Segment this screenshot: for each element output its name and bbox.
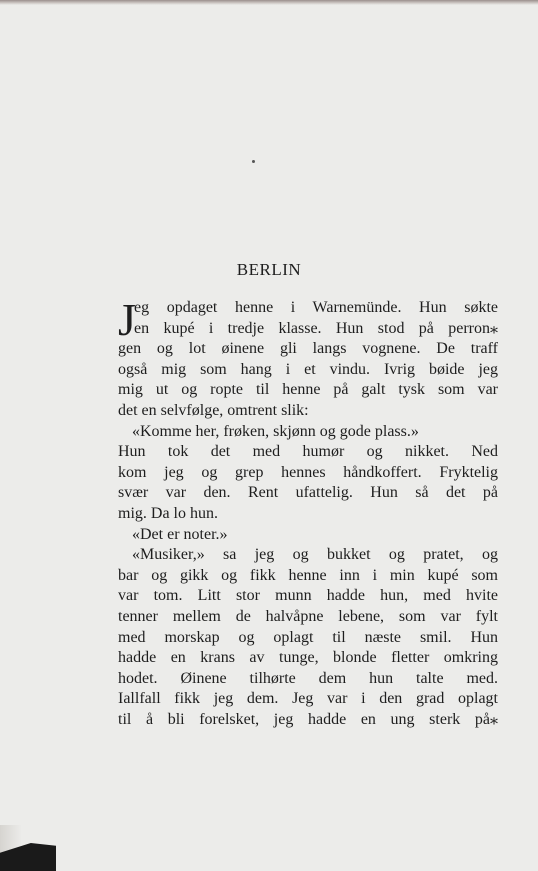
body-text: [118, 294, 498, 730]
text-line: en kupé i tredje klasse. Hun stod på perron⁎: [134, 319, 498, 337]
page-top-edge: [0, 0, 538, 5]
chapter-title: BERLIN: [236, 260, 302, 279]
text-line: svær var den. Rent ufattelig. Hun så det på: [118, 484, 498, 502]
text-line: «Musiker,» sa jeg og bukket og pratet, og: [132, 546, 498, 564]
paper-speck: [252, 160, 255, 163]
text-line: kom jeg og grep hennes håndkoffert. Fryktelig: [118, 463, 498, 481]
text-line: til å bli forelsket, jeg hadde en ung sterk på⁎: [118, 710, 498, 728]
text-line: med morskap og oplagt til næste smil. Hun: [118, 628, 498, 646]
text-line: det en selvfølge, omtrent slik:: [118, 401, 309, 419]
text-line: også mig som hang i et vindu. Ivrig bøide jeg: [118, 360, 498, 378]
text-line: mig ut og ropte til henne på galt tysk som var: [118, 381, 498, 399]
text-line: hadde en krans av tunge, blonde fletter omkring: [118, 649, 498, 667]
drop-cap: J: [118, 294, 136, 345]
text-line: eg opdaget henne i Warnemünde. Hun søkte: [134, 299, 498, 316]
text-line: var tom. Litt stor munn hadde hun, med hvite: [118, 587, 498, 605]
text-line: hodet. Øinene tilhørte dem hun talte med.: [118, 669, 498, 687]
text-line: gen og lot øinene gli langs vognene. De traff: [118, 340, 498, 358]
text-line: Hun tok det med humør og nikket. Ned: [118, 443, 498, 461]
text-line: «Det er noter.»: [132, 525, 228, 543]
text-line: mig. Da lo hun.: [118, 504, 218, 522]
text-line: Iallfall fikk jeg dem. Jeg var i den grad oplagt: [118, 690, 498, 708]
text-line: tenner mellem de halvåpne lebene, som var fylt: [118, 607, 498, 625]
text-line: «Komme her, frøken, skjønn og gode plass.»: [132, 422, 419, 440]
text-line: bar og gikk og fikk henne inn i min kupé som: [118, 566, 498, 584]
